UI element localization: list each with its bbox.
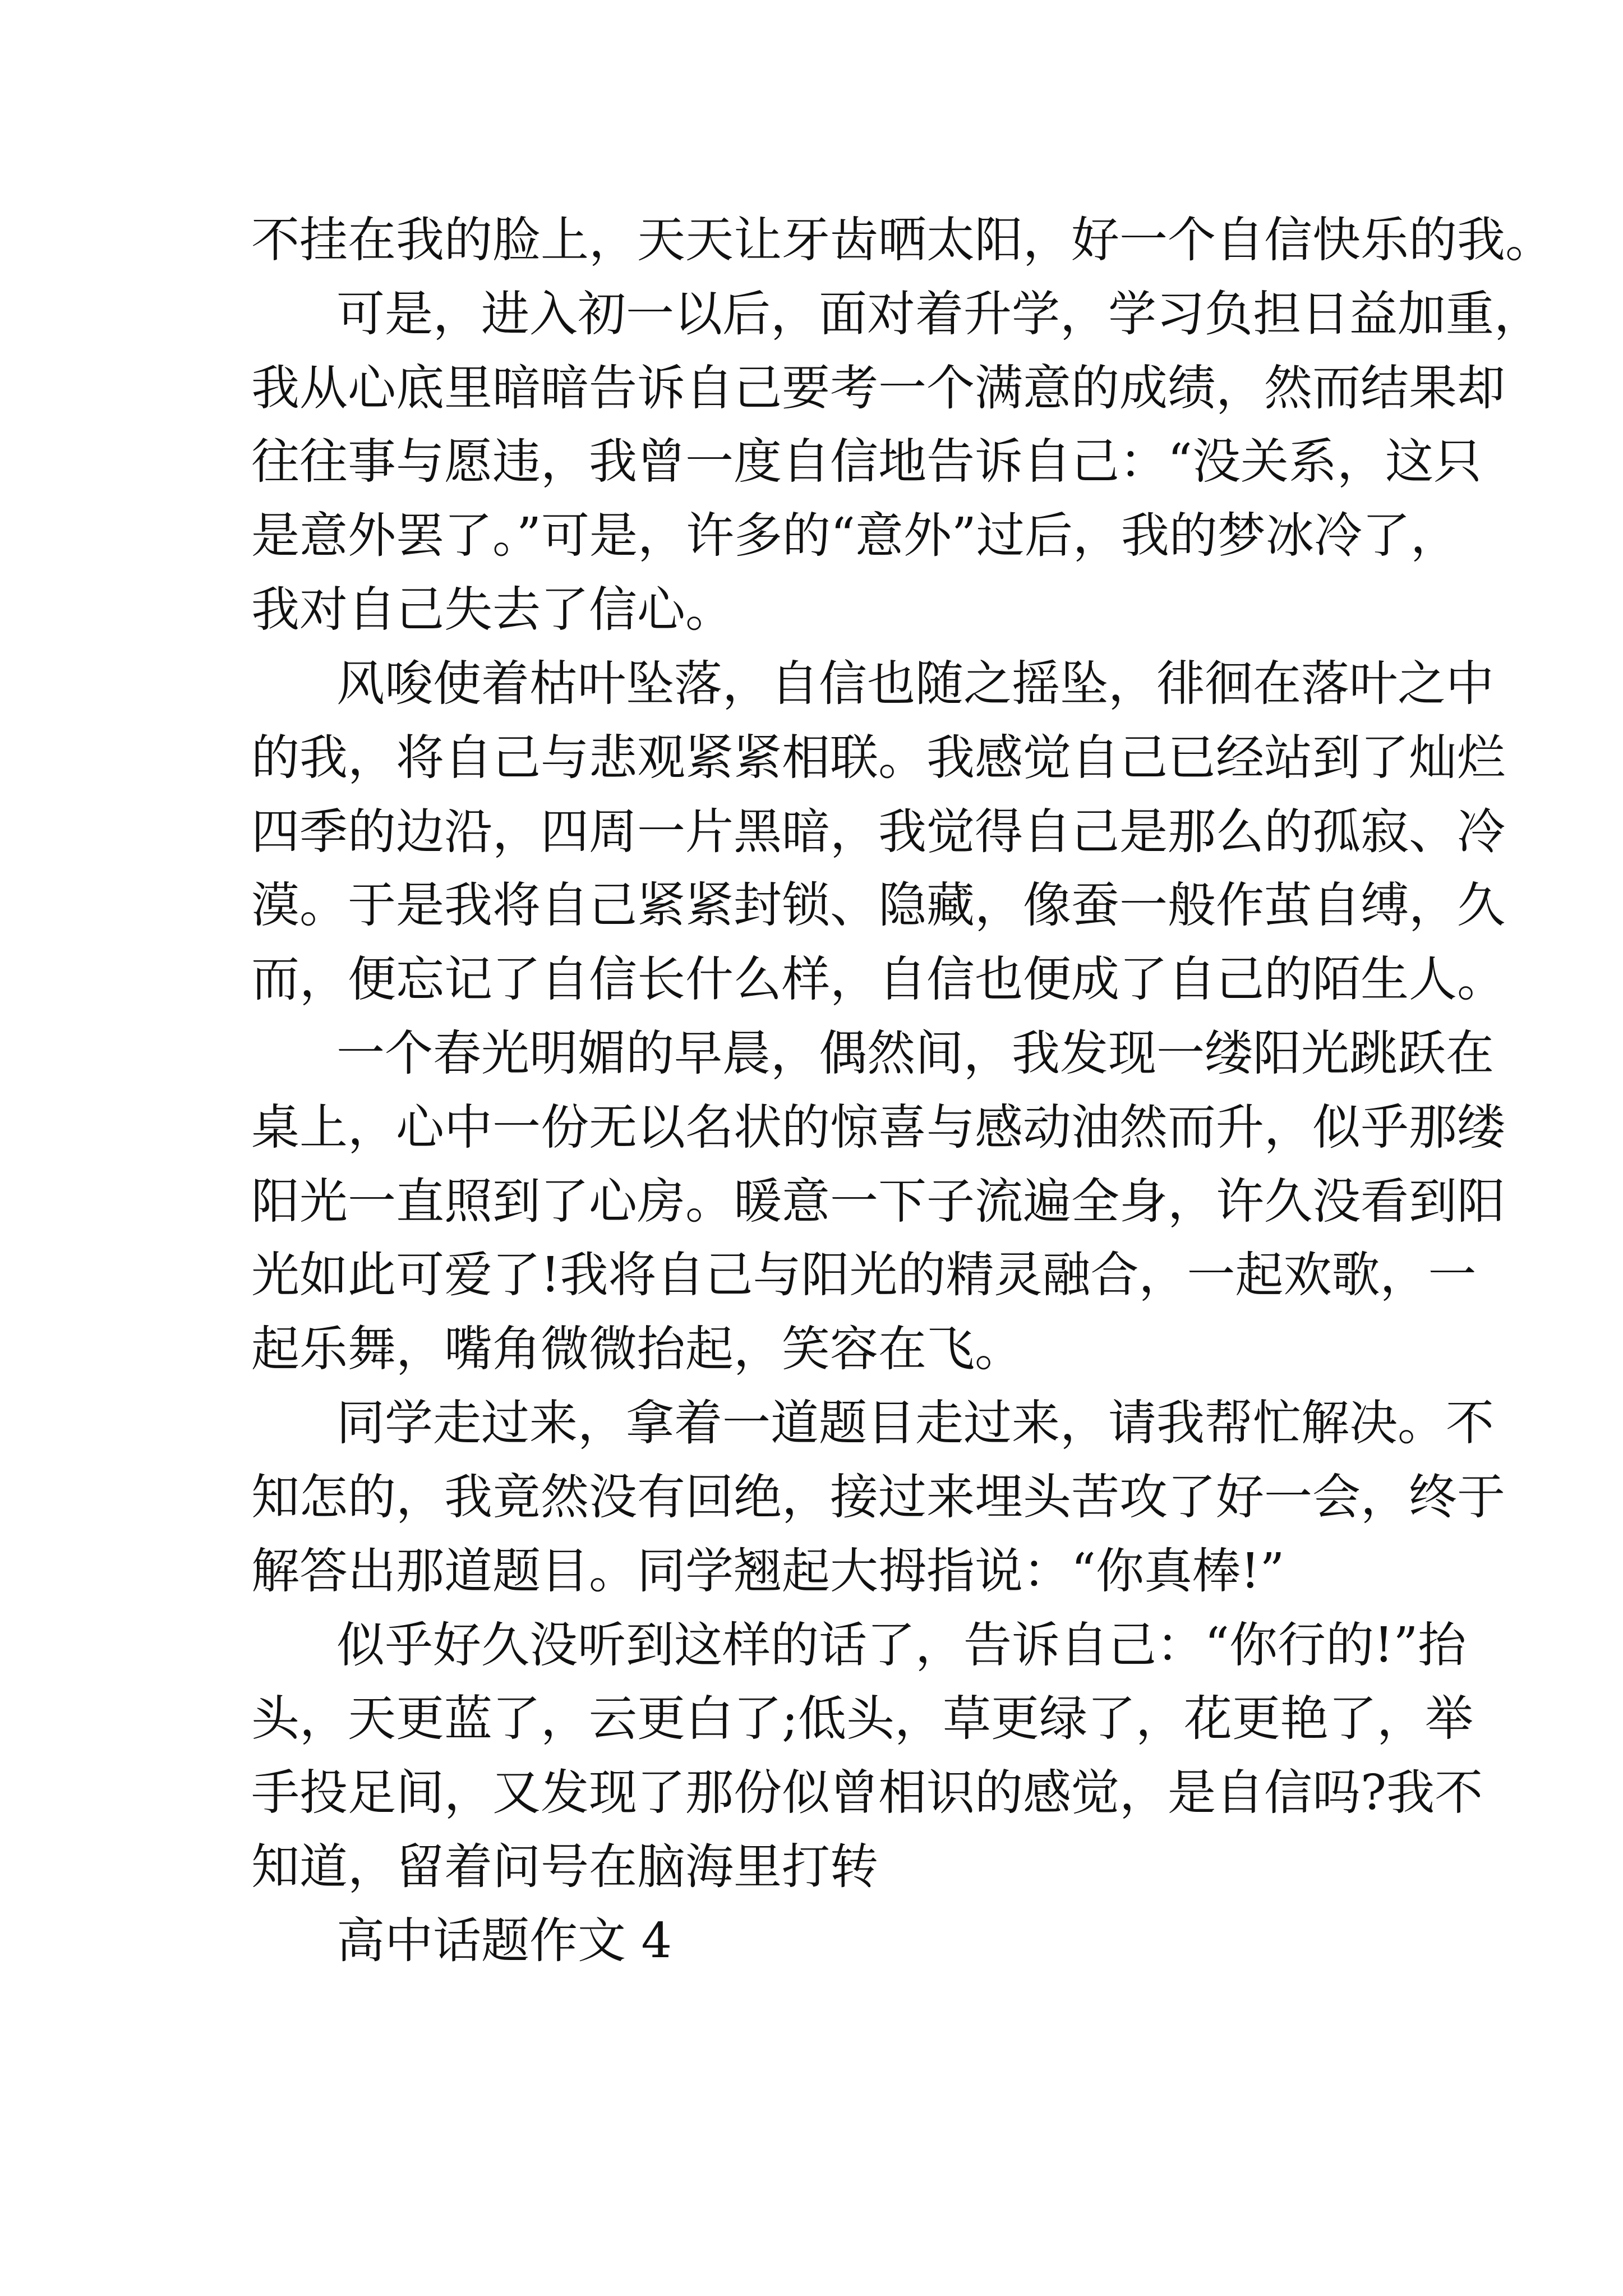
text-line: 知怎的，我竟然没有回绝，接过来埋头苦攻了好一会，终于 <box>251 1469 1505 1525</box>
text-line: 而，便忘记了自信长什么样，自信也便成了自己的陌生人。 <box>251 951 1505 1007</box>
text-line: 知道，留着问号在脑海里打转 <box>251 1839 878 1895</box>
text-line: 的我，将自己与悲观紧紧相联。我感觉自己已经站到了灿烂 <box>251 730 1505 786</box>
text-line: 阳光一直照到了心房。暖意一下子流遍全身，许久没看到阳 <box>251 1174 1505 1230</box>
paragraph-start-line: 风唆使着枯叶坠落，自信也随之摇坠，徘徊在落叶之中 <box>336 656 1494 712</box>
text-line: 桌上，心中一份无以名状的惊喜与感动油然而升，似乎那缕 <box>251 1099 1505 1156</box>
paragraph-start-line: 可是，进入初一以后，面对着升学，学习负担日益加重， <box>336 286 1542 342</box>
text-line: 我对自己失去了信心。 <box>251 582 734 638</box>
text-line: 光如此可爱了!我将自己与阳光的精灵融合，一起欢歌，一 <box>251 1247 1477 1303</box>
section-heading: 高中话题作文 4 <box>336 1913 672 1969</box>
text-line: 四季的边沿，四周一片黑暗，我觉得自己是那么的孤寂、冷 <box>251 804 1505 860</box>
text-line: 往往事与愿违，我曾一度自信地告诉自己：“没关系，这只 <box>251 434 1482 490</box>
text-line: 起乐舞，嘴角微微抬起，笑容在飞。 <box>251 1321 1023 1377</box>
paragraph-start-line: 似乎好久没听到这样的话了，告诉自己：“你行的!”抬 <box>336 1617 1467 1673</box>
paragraph-start-line: 一个春光明媚的早晨，偶然间，我发现一缕阳光跳跃在 <box>336 1025 1494 1082</box>
text-line: 手投足间，又发现了那份似曾相识的感觉，是自信吗?我不 <box>251 1765 1483 1821</box>
paragraph-start-line: 同学走过来，拿着一道题目走过来，请我帮忙解决。不 <box>336 1395 1494 1451</box>
text-line: 不挂在我的脸上，天天让牙齿晒太阳，好一个自信快乐的我。 <box>251 212 1553 268</box>
text-line: 我从心底里暗暗告诉自己要考一个满意的成绩，然而结果却 <box>251 360 1505 416</box>
text-line: 是意外罢了。”可是，许多的“意外”过后，我的梦冰冷了， <box>251 508 1459 564</box>
text-line: 漠。于是我将自己紧紧封锁、隐藏，像蚕一般作茧自缚，久 <box>251 877 1505 933</box>
text-line: 头，天更蓝了，云更白了;低头，草更绿了，花更艳了，举 <box>251 1691 1473 1747</box>
text-line: 解答出那道题目。同学翘起大拇指说：“你真棒!” <box>251 1543 1285 1599</box>
